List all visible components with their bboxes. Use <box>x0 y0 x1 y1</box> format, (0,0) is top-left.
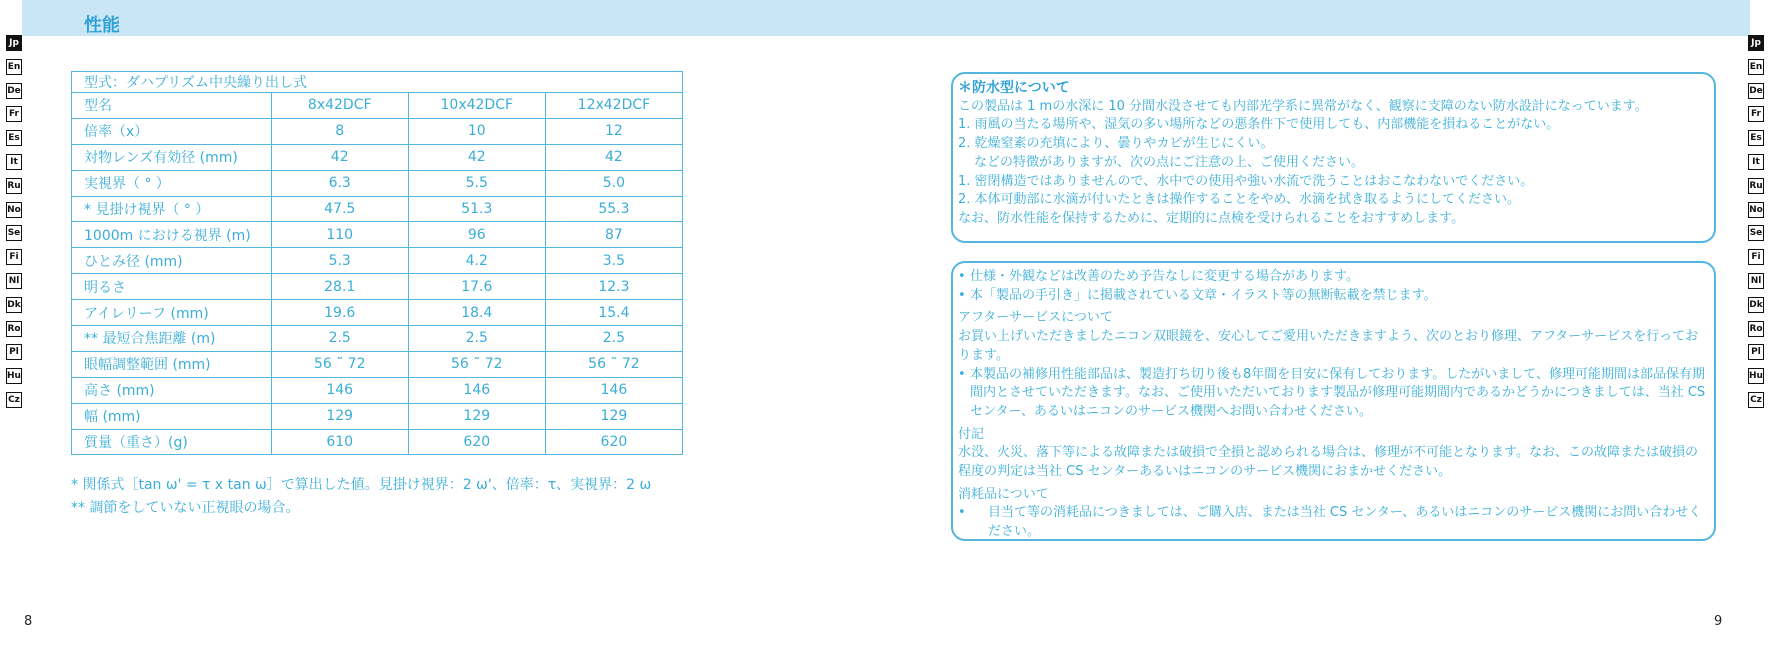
appendix-text: 水没、火災、落下等による故障または破損で全損と認められる場合は、修理が不可能となります。なお、この故障または破損の程度の判定は当社 CS センターあるいはニコンのサービス機関におまかせください。 <box>958 445 1698 480</box>
row-value: 129 <box>545 403 682 429</box>
language-tab-it[interactable]: It <box>6 154 22 170</box>
language-tab-cz[interactable]: Cz <box>6 392 22 408</box>
language-tab-ru[interactable]: Ru <box>6 178 22 194</box>
row-label: 実視界（ ° ） <box>72 170 272 196</box>
language-tab-fi[interactable]: Fi <box>1748 249 1764 265</box>
after-service-text: お買い上げいただきましたニコン双眼鏡を、安心してご愛用いただきますよう、次のとおり修理、アフターサービスを行っております。 <box>958 329 1699 363</box>
language-tab-ru[interactable]: Ru <box>1748 178 1764 194</box>
row-value: 55.3 <box>545 196 682 222</box>
row-value: 56 ˜ 72 <box>408 351 545 377</box>
language-tab-fr[interactable]: Fr <box>1748 106 1764 122</box>
header-cell-12x42: 12x42DCF <box>545 93 682 119</box>
row-label: ** 最短合焦距離 (m) <box>72 326 272 352</box>
row-value: 42 <box>408 144 545 170</box>
language-tab-de[interactable]: De <box>6 83 22 99</box>
language-tab-en[interactable]: En <box>6 59 22 75</box>
header-band <box>22 0 1750 36</box>
header-cell-model: 型名 <box>72 93 272 119</box>
specifications-table <box>71 71 683 455</box>
row-label: 眼幅調整範囲 (mm) <box>72 351 272 377</box>
table-row <box>72 326 683 352</box>
header-cell-10x42: 10x42DCF <box>408 93 545 119</box>
row-label: * 見掛け視界（ ° ） <box>72 196 272 222</box>
row-label: 倍率（x） <box>72 118 272 144</box>
row-value: 96 <box>408 222 545 248</box>
row-value: 19.6 <box>271 300 408 326</box>
list-item-text: 目当て等の消耗品につきましては、ご購入店、または当社 CS センター、あるいはニコンのサービス機関にお問い合わせください。 <box>988 505 1702 540</box>
waterproof-line: 2. 本体可動部に水滴が付いたときは操作することをやめ、水滴を拭き取るようにしてください。 <box>958 192 1521 208</box>
row-value: 56 ˜ 72 <box>271 351 408 377</box>
language-tab-es[interactable]: Es <box>1748 130 1764 146</box>
language-tab-se[interactable]: Se <box>6 225 22 241</box>
list-item: • 本製品の補修用性能部品は、製造打ち切り後も8年間を目安に保有しております。したがいまして、修理可能期間は部品保有期間内とさせていただきます。なお、ご使用いただいております製品が修理可能期間内であるかどうかにつきましては、当社 CS センター、あるいはニコンのサービス機関へお問い合わせください。 <box>958 366 1706 419</box>
table-row <box>72 222 683 248</box>
row-value: 110 <box>271 222 408 248</box>
consumables-title: 消耗品について <box>958 486 1049 502</box>
waterproof-line: なお、防水性能を保持するために、定期的に点検を受けられることをおすすめします。 <box>958 210 1465 226</box>
table-type-row <box>72 72 683 93</box>
footnote-eye: ** 調節をしていない正視眼の場合。 <box>71 500 300 516</box>
row-value: 620 <box>545 429 682 455</box>
language-tab-nl[interactable]: Nl <box>1748 273 1764 289</box>
row-value: 3.5 <box>545 248 682 274</box>
table-row <box>72 377 683 403</box>
table-row <box>72 300 683 326</box>
list-item: • 仕様・外観などは改善のため予告なしに変更する場合があります。 <box>958 269 1359 284</box>
row-label: 1000m における視界 (m) <box>72 222 272 248</box>
language-tab-dk[interactable]: Dk <box>1748 297 1764 313</box>
row-label: 対物レンズ有効径 (mm) <box>72 144 272 170</box>
row-value: 146 <box>408 377 545 403</box>
row-value: 5.3 <box>271 248 408 274</box>
row-value: 87 <box>545 222 682 248</box>
language-tab-pl[interactable]: Pl <box>1748 344 1764 360</box>
row-value: 2.5 <box>271 326 408 352</box>
row-value: 56 ˜ 72 <box>545 351 682 377</box>
language-tab-hu[interactable]: Hu <box>1748 368 1764 384</box>
page-number-right: 9 <box>1714 614 1723 629</box>
language-tabs-right <box>1748 35 1764 416</box>
waterproof-info-box <box>951 72 1716 243</box>
type-cell: 型式：ダハプリズム中央繰り出し式 <box>72 72 683 93</box>
language-tab-no[interactable]: No <box>6 202 22 218</box>
row-value: 17.6 <box>408 274 545 300</box>
row-value: 2.5 <box>545 326 682 352</box>
language-tab-jp[interactable]: Jp <box>6 35 22 51</box>
page-number-left: 8 <box>24 614 33 629</box>
language-tab-ro[interactable]: Ro <box>1748 321 1764 337</box>
list-item: • 目当て等の消耗品につきましては、ご購入店、または当社 CS センター、あるいはニコンのサービス機関にお問い合わせください。 <box>958 505 1702 540</box>
language-tab-hu[interactable]: Hu <box>6 368 22 384</box>
table-row <box>72 274 683 300</box>
row-value: 129 <box>271 403 408 429</box>
table-row <box>72 144 683 170</box>
language-tab-cz[interactable]: Cz <box>1748 392 1764 408</box>
row-label: ひとみ径 (mm) <box>72 248 272 274</box>
row-value: 8 <box>271 118 408 144</box>
language-tab-dk[interactable]: Dk <box>6 297 22 313</box>
waterproof-title: ＊防水型について <box>958 80 1070 96</box>
language-tabs-left <box>6 35 22 416</box>
language-tab-de[interactable]: De <box>1748 83 1764 99</box>
row-label: 明るさ <box>72 274 272 300</box>
language-tab-nl[interactable]: Nl <box>6 273 22 289</box>
row-value: 18.4 <box>408 300 545 326</box>
table-row <box>72 118 683 144</box>
appendix-title: 付記 <box>958 426 985 442</box>
language-tab-es[interactable]: Es <box>6 130 22 146</box>
header-cell-8x42: 8x42DCF <box>271 93 408 119</box>
language-tab-se[interactable]: Se <box>1748 225 1764 241</box>
language-tab-ro[interactable]: Ro <box>6 321 22 337</box>
page-title: 性能 <box>84 15 120 36</box>
table-row <box>72 170 683 196</box>
list-item-text: 仕様・外観などは改善のため予告なしに変更する場合があります。 <box>970 269 1359 284</box>
row-label: 幅 (mm) <box>72 403 272 429</box>
language-tab-it[interactable]: It <box>1748 154 1764 170</box>
row-value: 42 <box>545 144 682 170</box>
list-item: • 本「製品の手引き」に掲載されている文章・イラスト等の無断転載を禁じます。 <box>958 287 1437 303</box>
row-value: 620 <box>408 429 545 455</box>
list-item-text: 本「製品の手引き」に掲載されている文章・イラスト等の無断転載を禁じます。 <box>970 287 1437 303</box>
language-tab-pl[interactable]: Pl <box>6 344 22 360</box>
row-label: 高さ (mm) <box>72 377 272 403</box>
table-row <box>72 429 683 455</box>
row-value: 51.3 <box>408 196 545 222</box>
list-item-text: 本製品の補修用性能部品は、製造打ち切り後も8年間を目安に保有しております。したがいまして、修理可能期間は部品保有期間内とさせていただきます。なお、ご使用いただいております製品が修理可能期間内であるかどうかにつきましては、当社 CS センター、あるいはニコンのサービス機関へお問い合わせください。 <box>970 366 1706 419</box>
row-value: 2.5 <box>408 326 545 352</box>
row-value: 12 <box>545 118 682 144</box>
row-value: 146 <box>545 377 682 403</box>
waterproof-line: 2. 乾燥窒素の充填により、曇りやカビが生じにくい。 <box>958 136 1274 152</box>
row-value: 12.3 <box>545 274 682 300</box>
table-row <box>72 351 683 377</box>
row-value: 15.4 <box>545 300 682 326</box>
after-service-title: アフターサービスについて <box>958 310 1113 326</box>
row-value: 28.1 <box>271 274 408 300</box>
row-value: 4.2 <box>408 248 545 274</box>
language-tab-fi[interactable]: Fi <box>6 249 22 265</box>
table-row <box>72 248 683 274</box>
row-value: 42 <box>271 144 408 170</box>
row-value: 5.0 <box>545 170 682 196</box>
row-value: 47.5 <box>271 196 408 222</box>
language-tab-no[interactable]: No <box>1748 202 1764 218</box>
row-label: アイレリーフ (mm) <box>72 300 272 326</box>
row-value: 10 <box>408 118 545 144</box>
table-header-row <box>72 93 683 119</box>
row-label: 質量（重さ）(g) <box>72 429 272 455</box>
language-tab-en[interactable]: En <box>1748 59 1764 75</box>
table-row <box>72 403 683 429</box>
table-row <box>72 196 683 222</box>
waterproof-line: 1. 密閉構造ではありませんので、水中での使用や強い水流で洗うことはおこなわないでください。 <box>958 173 1534 189</box>
waterproof-line: この製品は 1 mの水深に 10 分間水没させても内部光学系に異常がなく、観察に支障のない防水設計になっています。 <box>958 98 1648 114</box>
service-info-box <box>951 261 1716 541</box>
row-value: 129 <box>408 403 545 429</box>
footnote-formula: * 関係式［tan ω' = τ x tan ω］で算出した値。見掛け視界：2 ω'、倍率：τ、実視界：2 ω <box>71 477 652 493</box>
waterproof-line: 1. 雨風の当たる場所や、湿気の多い場所などの悪条件下で使用しても、内部機能を損ねることがない。 <box>958 117 1560 133</box>
language-tab-fr[interactable]: Fr <box>6 106 22 122</box>
row-value: 146 <box>271 377 408 403</box>
waterproof-note: などの特徴がありますが、次の点にご注意の上、ご使用ください。 <box>974 154 1365 170</box>
row-value: 5.5 <box>408 170 545 196</box>
row-value: 6.3 <box>271 170 408 196</box>
language-tab-jp[interactable]: Jp <box>1748 35 1764 51</box>
row-value: 610 <box>271 429 408 455</box>
